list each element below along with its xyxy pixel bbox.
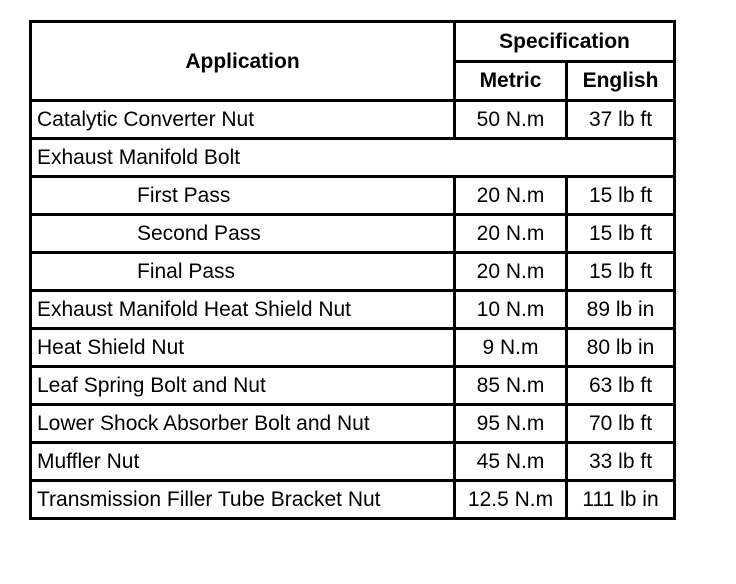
table-row bbox=[31, 443, 675, 481]
english-cell: 37 lb ft bbox=[567, 101, 675, 139]
application-cell: First Pass bbox=[31, 177, 455, 215]
table-row bbox=[31, 329, 675, 367]
table-row bbox=[31, 481, 675, 519]
torque-spec-table bbox=[29, 20, 676, 520]
application-cell: Final Pass bbox=[31, 253, 455, 291]
metric-cell: 85 N.m bbox=[455, 367, 567, 405]
application-cell: Heat Shield Nut bbox=[31, 329, 455, 367]
table-row bbox=[31, 177, 675, 215]
application-cell: Catalytic Converter Nut bbox=[31, 101, 455, 139]
table-row bbox=[31, 253, 675, 291]
application-cell: Transmission Filler Tube Bracket Nut bbox=[31, 481, 455, 519]
group-label-cell: Exhaust Manifold Bolt bbox=[31, 139, 675, 177]
metric-cell: 50 N.m bbox=[455, 101, 567, 139]
table-row bbox=[31, 405, 675, 443]
metric-cell: 20 N.m bbox=[455, 215, 567, 253]
english-cell: 15 lb ft bbox=[567, 215, 675, 253]
english-header: English bbox=[567, 61, 675, 101]
application-header: Application bbox=[31, 22, 455, 101]
english-cell: 70 lb ft bbox=[567, 405, 675, 443]
table-row bbox=[31, 215, 675, 253]
application-cell: Exhaust Manifold Heat Shield Nut bbox=[31, 291, 455, 329]
english-cell: 63 lb ft bbox=[567, 367, 675, 405]
application-cell: Muffler Nut bbox=[31, 443, 455, 481]
table-group-row bbox=[31, 139, 675, 177]
specification-header: Specification bbox=[455, 22, 675, 62]
header-row-top bbox=[31, 22, 675, 62]
metric-cell: 10 N.m bbox=[455, 291, 567, 329]
metric-cell: 45 N.m bbox=[455, 443, 567, 481]
english-cell: 15 lb ft bbox=[567, 253, 675, 291]
english-cell: 33 lb ft bbox=[567, 443, 675, 481]
english-cell: 15 lb ft bbox=[567, 177, 675, 215]
application-cell: Lower Shock Absorber Bolt and Nut bbox=[31, 405, 455, 443]
metric-cell: 20 N.m bbox=[455, 177, 567, 215]
english-cell: 111 lb in bbox=[567, 481, 675, 519]
table-row bbox=[31, 367, 675, 405]
english-cell: 89 lb in bbox=[567, 291, 675, 329]
table-row bbox=[31, 101, 675, 139]
table-row bbox=[31, 291, 675, 329]
metric-cell: 20 N.m bbox=[455, 253, 567, 291]
metric-cell: 12.5 N.m bbox=[455, 481, 567, 519]
english-cell: 80 lb in bbox=[567, 329, 675, 367]
metric-cell: 9 N.m bbox=[455, 329, 567, 367]
application-cell: Second Pass bbox=[31, 215, 455, 253]
application-cell: Leaf Spring Bolt and Nut bbox=[31, 367, 455, 405]
metric-cell: 95 N.m bbox=[455, 405, 567, 443]
metric-header: Metric bbox=[455, 61, 567, 101]
